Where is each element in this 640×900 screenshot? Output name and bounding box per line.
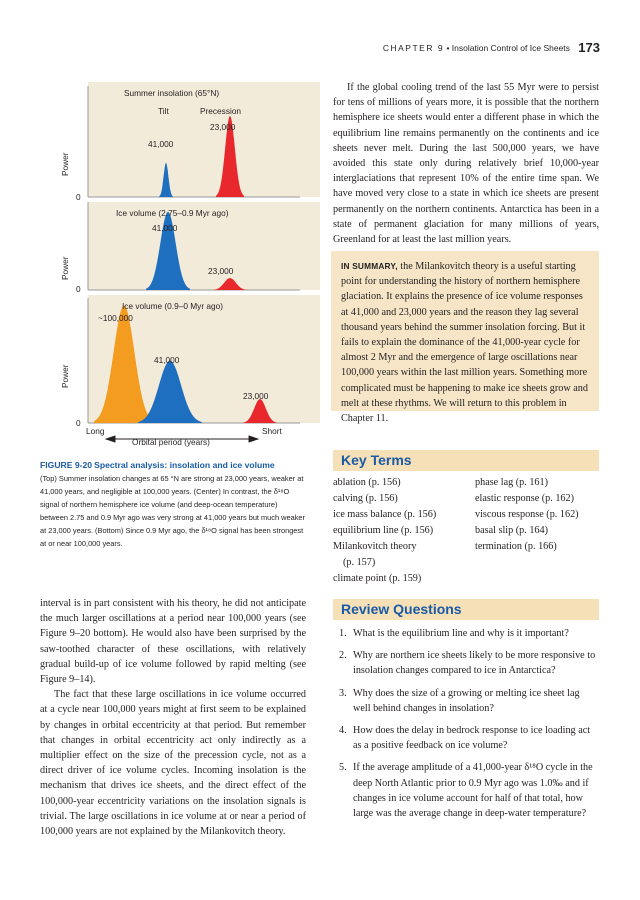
review-question [333, 723, 599, 753]
peak-label-bot-100000: ~100,000 [98, 313, 133, 323]
arrow-head-right [249, 436, 258, 442]
x-label-short: Short [262, 426, 282, 436]
question-number: 1. [339, 628, 347, 639]
key-term: elastic response (p. 162) [475, 493, 575, 504]
x-axis-title: Orbital period (years) [132, 437, 210, 447]
key-term: phase lag (p. 161) [475, 477, 548, 488]
key-term: Milankovitch theory [333, 541, 417, 552]
question-number: 2. [339, 650, 347, 662]
peak-tilt-41000-panel-3 [138, 361, 202, 423]
key-term: viscous response (p. 162) [475, 509, 579, 520]
review-question [333, 686, 599, 716]
figure-caption [40, 459, 306, 550]
legend-precession: Precession [200, 106, 242, 116]
left-paragraph-1: interval is in part consistent with his theory, he did not anticipate the much larger oscillations at a period near 100,000 years (see Figure 9–20 bottom). He would also have been surprised by the saw-toothed character of these oscillations, with relatively gradual build-up of ice volume followed by rapid melting (see Figure 9–14). [40, 598, 306, 686]
peak-label-bot-41000: 41,000 [154, 355, 180, 365]
zero-label-bottom: 0 [76, 418, 81, 428]
question-text: How does the delay in bedrock response to ice loading act as a positive feedback on ice volume? [353, 725, 591, 752]
figure-label: FIGURE 9-20 [40, 460, 93, 470]
key-term: calving (p. 156) [333, 493, 398, 504]
left-column-text [40, 596, 306, 839]
key-terms-col2 [475, 475, 601, 555]
right-paragraph-1: If the global cooling trend of the last 55 Myr were to persist for tens of millions of years more, it is possible that the northern hemisphere ice sheets would enter a different phase in which the equilibrium line remains permanently on the continents and ice sheets never melt. During the last 500,000 years, we have avoided this state only during relatively brief 10,000-year interglaciations that represent 10% of the entire time span. We have moved very close to a state in which ice sheets are present permanently on the northern continents. Antarctica has been in a state of permanent glaciation for many millions of years, Greenland for at least the last million years. [333, 82, 599, 246]
power-label-middle: Power [60, 256, 70, 280]
review-question [333, 648, 599, 678]
zero-label-top: 0 [76, 192, 81, 202]
zero-label-middle: 0 [76, 284, 81, 294]
key-term: termination (p. 166) [475, 541, 557, 552]
key-term: equilibrium line (p. 156) [333, 525, 434, 536]
key-term-continuation: (p. 157) [343, 557, 376, 568]
figure-title: Spectral analysis: insolation and ice volume [94, 460, 275, 470]
question-text: What is the equilibrium line and why is it important? [353, 628, 569, 639]
question-number: 3. [339, 687, 347, 699]
peak-label-top-41000: 41,000 [148, 139, 174, 149]
key-term: ablation (p. 156) [333, 477, 401, 488]
peak-eccentricity-100000-panel-3 [94, 305, 154, 423]
chapter-title: Insolation Control of Ice Sheets [451, 43, 570, 53]
summary-lead: IN SUMMARY, [341, 261, 398, 271]
legend-tilt: Tilt [158, 106, 169, 116]
review-questions-list [333, 626, 599, 828]
arrow-head-left [106, 436, 115, 442]
panel-title-ice-early: Ice volume (2.75–0.9 Myr ago) [116, 208, 229, 218]
question-number: 4. [339, 725, 347, 737]
peak-label-mid-41000: 41,000 [152, 223, 178, 233]
figure-9-20 [40, 82, 300, 452]
panel-title-ice-late: Ice volume (0.9–0 Myr ago) [122, 301, 223, 311]
right-column-text [333, 80, 599, 247]
x-label-long: Long [86, 426, 105, 436]
chapter-label: CHAPTER 9 [382, 43, 445, 53]
peak-precession-23000-panel-3 [243, 399, 277, 423]
summary-text: the Milankovitch theory is a useful starting point for understanding the history of northern hemisphere glaciation. It explains the presence of ice volume responses at 41,000 and 23,000 years and the reason they lag several thousand years behind the summer insolation forcing. But it fails to explain the dominance of the 41,000-year cycle for almost 2 Myr and the emergence of large oscillations near 100,000 years within the last million years. Something more complicated must be happening to make ice sheets grow and melt at these rhythms. We will return to this problem in Chapter 11. [341, 261, 588, 425]
peak-label-bot-23000: 23,000 [243, 391, 269, 401]
key-term: basal slip (p. 164) [475, 525, 548, 536]
peak-label-mid-23000: 23,000 [208, 266, 234, 276]
running-header [360, 40, 600, 58]
question-text: If the average amplitude of a 41,000-year δ¹⁸O cycle in the deep North Atlantic prior to 0.9 Myr ago was 1.0‰ and if changes in ice volume account for half of that total, how large was the average change in deep-water temperature? [353, 762, 593, 820]
question-text: Why does the size of a growing or melting ice sheet lag well behind changes in insolation? [353, 687, 580, 714]
key-terms-heading: Key Terms [333, 450, 599, 471]
key-term: climate point (p. 159) [333, 573, 422, 584]
review-question [333, 626, 599, 641]
review-questions-heading: Review Questions [333, 599, 599, 620]
review-question [333, 760, 599, 821]
page-number: 173 [578, 40, 600, 55]
header-separator: • [446, 43, 450, 53]
peak-tilt-41000-panel-1 [159, 163, 173, 197]
panel-title-insolation: Summer insolation (65°N) [124, 88, 220, 98]
figure-caption-text: (Top) Summer insolation changes at 65 °N are strong at 23,000 years, weaker at 41,000 years, and negligible at 100,000 years. (Center) In contrast, the δ¹⁸O signal of northern hemisphere ice volume (and deep-ocean temperature) between 2.75 and 0.9 Myr ago was very strong at 41,000 years but much weaker at 23,000 years. (Bottom) Since 0.9 Myr ago, the δ¹⁸O signal has been strongest at or near 100,000 years. [40, 474, 305, 548]
power-label-top: Power [60, 152, 70, 176]
power-label-bottom: Power [60, 364, 70, 388]
key-terms-col1 [333, 475, 473, 587]
in-summary-box [331, 251, 599, 425]
left-paragraph-2: The fact that these large oscillations in ice volume occurred at a cycle near 100,000 years might at first seem to be explained by changes in orbital eccentricity at that period. But remember that changes in orbital eccentricity act only indirectly as a multiplier effect on the size of the precession cycle, not as a direct driver of ice volume cycles. Incoming insolation is the mechanism that drives ice sheets, and the direct effect of the 100,000-year eccentricity variations on the insolation signals is trivial. The large oscillations in ice volume at or near a period of 100,000 years are not explained by the Milankovitch theory. [40, 689, 306, 838]
question-number: 5. [339, 762, 347, 774]
key-term: ice mass balance (p. 156) [333, 509, 437, 520]
question-text: Why are northern ice sheets likely to be more responsive to insolation changes compared to ice in Antarctica? [353, 650, 596, 677]
peak-precession-23000-panel-2 [213, 278, 247, 290]
peak-label-top-23000: 23,000 [210, 122, 236, 132]
